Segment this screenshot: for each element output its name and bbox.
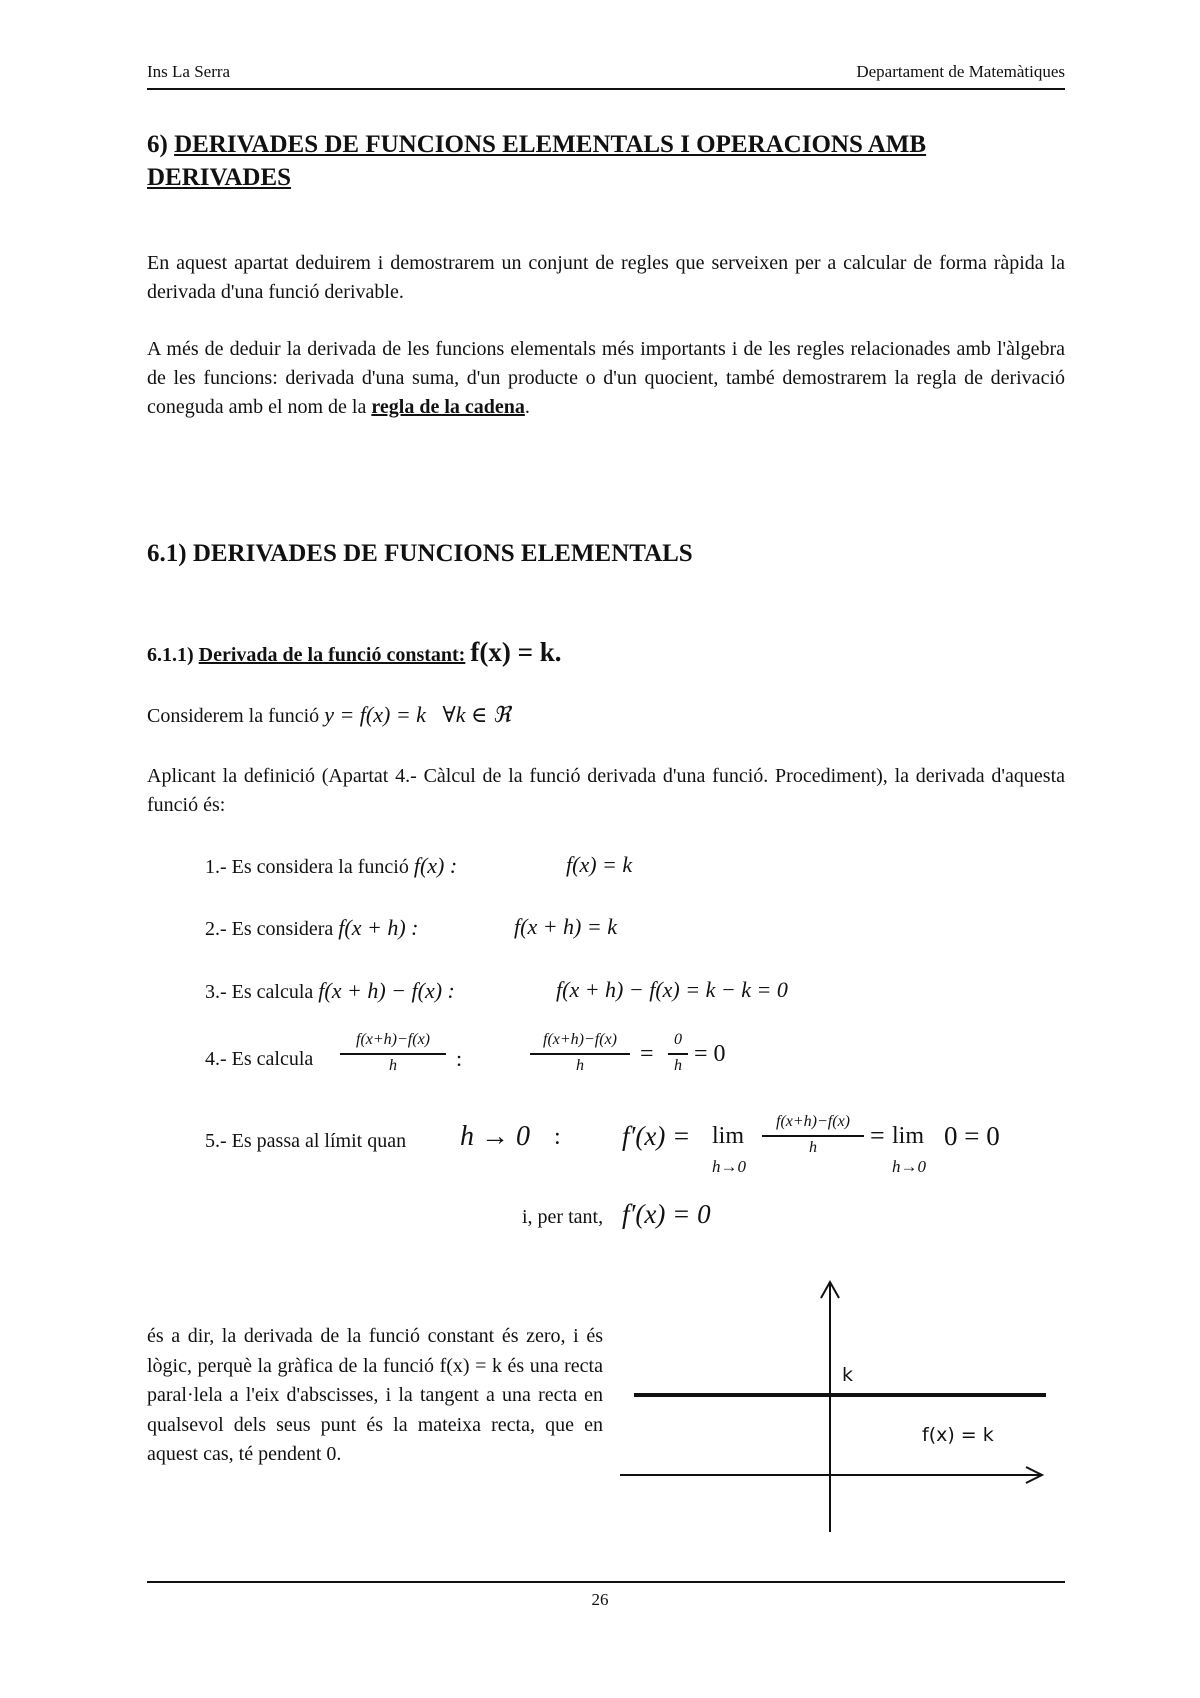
step-3-result: f(x + h) − f(x) = k − k = 0: [556, 977, 788, 1002]
page-title: [147, 128, 1065, 194]
step-5-frac-num: f(x+h)−f(x): [776, 1113, 850, 1130]
step-2-result: f(x + h) = k: [514, 914, 617, 939]
step-5-expr: h → 0: [460, 1121, 530, 1152]
step-3-expr: f(x + h) − f(x) :: [318, 978, 455, 1003]
explanation-paragraph: és a dir, la derivada de la funció constant és zero, i és lògic, perquè la gràfica de la funció f(x) = k és una recta paral·lela a l'eix d'abscisses, i la tangent a una recta en qualsevol dels seus punt és la mateixa recta, que en aquest cas, té pendent 0.: [147, 1325, 603, 1465]
step-5-mid-eq: =: [870, 1121, 885, 1150]
step-1-expr: f(x) :: [413, 853, 458, 878]
step-4-zero-num: 0: [674, 1031, 682, 1048]
intro-paragraph-2: [147, 335, 1065, 422]
consider-formula: y = f(x) = k ∀k ∈ ℜ: [324, 702, 511, 727]
subsection-number: 6.1.1): [147, 644, 194, 666]
step-1-label: 1.- Es considera la funció: [205, 856, 409, 878]
step-5-lim-sub: h→0: [712, 1157, 746, 1176]
step-5-frac-bar: [762, 1135, 864, 1137]
step-5-frac-den: h: [809, 1139, 817, 1156]
step-1-text: [205, 853, 457, 879]
step-4-result-bar: [530, 1053, 630, 1055]
subsection-title: [147, 637, 561, 668]
apply-paragraph: Aplicant la definició (Apartat 4.- Càlcul de la funció derivada d'una funció. Procediment), la derivada d'aquesta funció és:: [147, 765, 1065, 816]
step-4-result-num: f(x+h)−f(x): [543, 1031, 617, 1048]
page-number: 26: [591, 1590, 609, 1609]
consider-line: [147, 702, 511, 728]
step-4-zero-bar: [668, 1053, 688, 1055]
step-5-lim-2: lim: [892, 1123, 925, 1149]
step-4-frac-num: f(x+h)−f(x): [356, 1031, 430, 1048]
step-3-text: [205, 978, 455, 1004]
intro-paragraph-1: En aquest apartat deduirem i demostrarem un conjunt de regles que serveixen per a calcular de forma ràpida la derivada d'una funció derivable.: [147, 252, 1065, 303]
step-4-zero-den: h: [674, 1057, 682, 1074]
step-5-label: 5.- Es passa al límit quan: [205, 1130, 407, 1152]
header-left: Ins La Serra: [147, 62, 231, 81]
intro-paragraph-2-end: .: [524, 396, 530, 418]
header-right: Departament de Matemàtiques: [856, 62, 1065, 81]
graph-function-label: f(x) = k: [922, 1424, 994, 1446]
step-3-label: 3.- Es calcula: [205, 981, 314, 1003]
step-2-expr: f(x + h) :: [338, 915, 419, 940]
step-5-colon: :: [554, 1124, 561, 1150]
step-5-lim-sub-2: h→0: [892, 1157, 926, 1176]
intro-paragraph-2-text: A més de deduir la derivada de les funcions elementals més importants i de les regles relacionades amb l'àlgebra de les funcions: derivada d'una suma, d'un producte o d'un quocient, també demostrarem la regla de derivació coneguda amb el nom de la: [147, 338, 1065, 418]
conclusion-formula: f′(x) = 0: [622, 1199, 711, 1229]
header-rule: [147, 88, 1065, 90]
step-4-label: 4.- Es calcula: [205, 1048, 314, 1070]
step-4-eq: =: [640, 1041, 654, 1067]
consider-text: Considerem la funció: [147, 705, 320, 727]
subsection-label: Derivada de la funció constant:: [198, 644, 466, 666]
title-number: 6): [147, 131, 168, 158]
conclusion-text: i, per tant,: [522, 1206, 604, 1228]
title-text: DERIVADES DE FUNCIONS ELEMENTALS I OPERACIONS AMB DERIVADES: [147, 131, 927, 191]
step-4-frac-den: h: [389, 1057, 397, 1074]
graph-k-label: k: [842, 1364, 854, 1386]
subsection-formula: f(x) = k.: [470, 637, 562, 667]
step-4-result-den: h: [576, 1057, 584, 1074]
step-4-result-end: = 0: [694, 1041, 726, 1067]
chain-rule-term: regla de la cadena: [371, 396, 525, 418]
step-2-text: [205, 915, 419, 941]
step-5-rhs: 0 = 0: [944, 1121, 1000, 1151]
constant-function-graph: [600, 1270, 1060, 1540]
step-4-frac-bar: [340, 1053, 446, 1055]
step-1-result: f(x) = k: [566, 852, 633, 877]
step-2-label: 2.- Es considera: [205, 918, 334, 940]
section-title: 6.1) DERIVADES DE FUNCIONS ELEMENTALS: [147, 540, 693, 567]
step-5-lim: lim: [712, 1123, 745, 1149]
step-4-colon: :: [456, 1046, 463, 1071]
step-5-lhs: f′(x) =: [622, 1121, 691, 1151]
footer-rule: [147, 1581, 1065, 1583]
